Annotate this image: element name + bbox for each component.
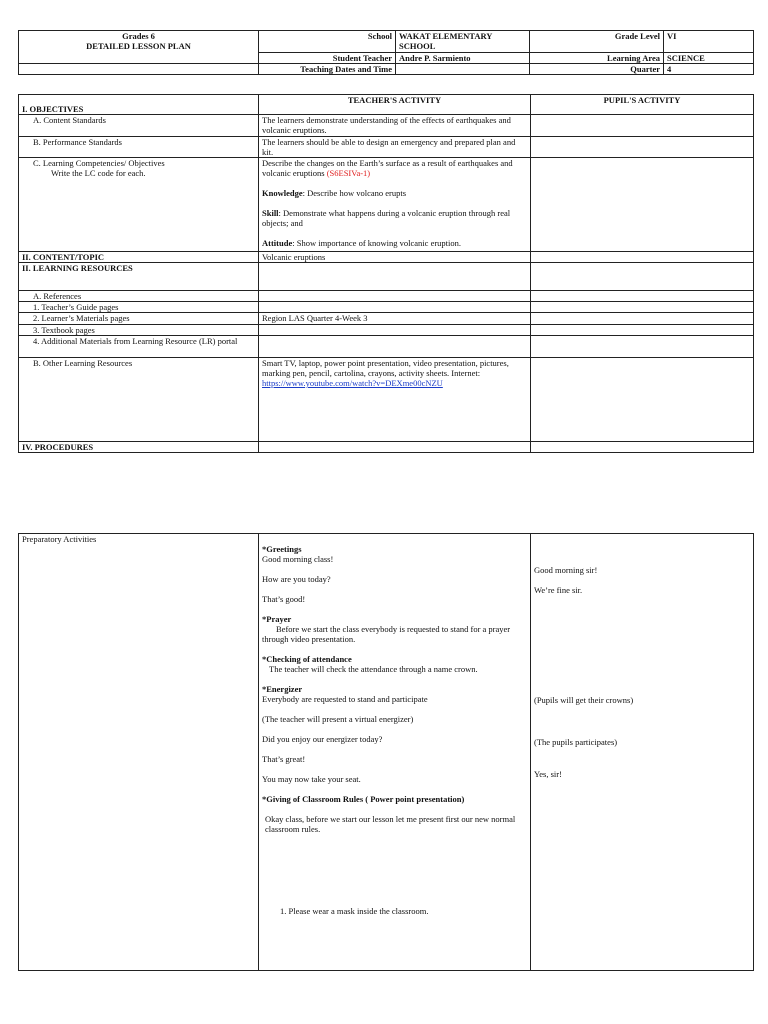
pupil-line-4: (The pupils participates) bbox=[534, 737, 618, 747]
competencies-sub: Write the LC code for each. bbox=[51, 168, 146, 178]
grades-label: Grades 6 bbox=[122, 31, 155, 41]
other-resources-pupil bbox=[531, 358, 754, 442]
knowledge-text: : Describe how volcano erupts bbox=[302, 188, 407, 198]
learning-area-value: SCIENCE bbox=[664, 53, 754, 64]
student-teacher-label: Student Teacher bbox=[259, 53, 396, 64]
teacher-activities-cell bbox=[259, 534, 531, 971]
rule-1: 1. Please wear a mask inside the classroom. bbox=[280, 906, 429, 916]
textbook-label: 3. Textbook pages bbox=[19, 325, 259, 336]
competencies-value bbox=[259, 158, 531, 252]
additional-materials-value bbox=[259, 336, 531, 358]
additional-materials-label: 4. Additional Materials from Learning Resource (LR) portal bbox=[19, 336, 259, 358]
content-standards-value: The learners demonstrate understanding of the effects of earthquakes and volcanic eruptions. bbox=[259, 115, 531, 137]
pupil-line-2: We’re fine sir. bbox=[534, 585, 583, 595]
greetings-title: *Greetings bbox=[262, 544, 302, 554]
teachers-guide-pupil bbox=[531, 302, 754, 313]
pupil-line-5: Yes, sir! bbox=[534, 769, 562, 779]
quarter-value: 4 bbox=[664, 64, 754, 75]
grade-level-value: VI bbox=[664, 31, 754, 53]
school-label: School bbox=[259, 31, 396, 53]
competencies-label: C. Learning Competencies/ Objectives bbox=[33, 158, 165, 168]
content-standards-label: A. Content Standards bbox=[19, 115, 259, 137]
learning-resources-label: II. LEARNING RESOURCES bbox=[19, 263, 259, 291]
competencies-text: Describe the changes on the Earth’s surface as a result of earthquakes and volcanic eruptions bbox=[262, 158, 513, 178]
energizer-line-2: (The teacher will present a virtual energizer) bbox=[262, 714, 414, 724]
skill-line bbox=[262, 208, 527, 228]
competencies-text-line bbox=[262, 158, 527, 178]
procedures-label: IV. PROCEDURES bbox=[19, 442, 259, 453]
greeting-line-1: Good morning class! bbox=[262, 554, 334, 564]
dates-label: Teaching Dates and Time bbox=[259, 64, 396, 75]
pupil-activity-header: PUPIL'S ACTIVITY bbox=[531, 95, 754, 115]
pupil-line-1: Good morning sir! bbox=[534, 565, 598, 575]
other-resources-value bbox=[259, 358, 531, 442]
attitude-label: Attitude bbox=[262, 238, 293, 248]
performance-standards-pupil bbox=[531, 137, 754, 158]
performance-standards-value: The learners should be able to design an emergency and prepared plan and kit. bbox=[259, 137, 531, 158]
energizer-line-3: Did you enjoy our energizer today? bbox=[262, 734, 383, 744]
energizer-line-1: Everybody are requested to stand and participate bbox=[262, 694, 428, 704]
learning-area-label: Learning Area bbox=[530, 53, 664, 64]
knowledge-label: Knowledge bbox=[262, 188, 303, 198]
procedures-pupil bbox=[531, 442, 754, 453]
learning-resources-pupil bbox=[531, 263, 754, 291]
rules-intro: Okay class, before we start our lesson let me present first our new normal classroom rules. bbox=[265, 814, 516, 834]
references-value bbox=[259, 291, 531, 302]
greeting-line-2: How are you today? bbox=[262, 574, 331, 584]
competencies-pupil bbox=[531, 158, 754, 252]
attitude-line bbox=[262, 238, 527, 248]
learners-materials-pupil bbox=[531, 313, 754, 325]
textbook-pupil bbox=[531, 325, 754, 336]
header-blank-cell bbox=[19, 64, 259, 75]
textbook-value bbox=[259, 325, 531, 336]
additional-materials-pupil bbox=[531, 336, 754, 358]
school-value: WAKAT ELEMENTARY SCHOOL bbox=[396, 31, 530, 53]
pupil-line-3: (Pupils will get their crowns) bbox=[534, 695, 634, 705]
competencies-code: (S6ESIVa-1) bbox=[326, 168, 371, 178]
activities-table bbox=[18, 533, 754, 971]
dates-value bbox=[396, 64, 530, 75]
other-resources-label: B. Other Learning Resources bbox=[19, 358, 259, 442]
prayer-title: *Prayer bbox=[262, 614, 292, 624]
energizer-line-5: You may now take your seat. bbox=[262, 774, 361, 784]
teachers-guide-value bbox=[259, 302, 531, 313]
skill-text: : Demonstrate what happens during a volcanic eruption through real objects; and bbox=[262, 208, 511, 228]
pupil-activities-cell bbox=[531, 534, 754, 971]
skill-label: Skill bbox=[262, 208, 279, 218]
knowledge-line bbox=[262, 188, 527, 198]
content-topic-pupil bbox=[531, 252, 754, 263]
content-standards-pupil bbox=[531, 115, 754, 137]
procedures-value bbox=[259, 442, 531, 453]
energizer-title: *Energizer bbox=[262, 684, 303, 694]
rules-title: *Giving of Classroom Rules ( Power point presentation) bbox=[262, 794, 465, 804]
energizer-line-4: That’s great! bbox=[262, 754, 306, 764]
greeting-line-3: That’s good! bbox=[262, 594, 306, 604]
teacher-activity-header: TEACHER'S ACTIVITY bbox=[259, 95, 531, 115]
performance-standards-label: B. Performance Standards bbox=[19, 137, 259, 158]
attitude-text: : Show importance of knowing volcanic eruption. bbox=[292, 238, 462, 248]
prayer-text: Before we start the class everybody is requested to stand for a prayer through video presentation. bbox=[262, 624, 511, 644]
preparatory-activities-label: Preparatory Activities bbox=[19, 534, 259, 971]
learners-materials-label: 2. Learner’s Materials pages bbox=[19, 313, 259, 325]
attendance-title: *Checking of attendance bbox=[262, 654, 352, 664]
quarter-label: Quarter bbox=[530, 64, 664, 75]
lesson-plan-table bbox=[18, 94, 754, 453]
learners-materials-value: Region LAS Quarter 4-Week 3 bbox=[259, 313, 531, 325]
youtube-link[interactable]: https://www.youtube.com/watch?v=DEXme00cNZU bbox=[262, 378, 443, 388]
competencies-cell bbox=[19, 158, 259, 252]
teachers-guide-label: 1. Teacher’s Guide pages bbox=[19, 302, 259, 313]
plan-title: DETAILED LESSON PLAN bbox=[86, 41, 191, 51]
references-label: A. References bbox=[19, 291, 259, 302]
attendance-text: The teacher will check the attendance through a name crown. bbox=[269, 664, 478, 674]
other-resources-text: Smart TV, laptop, power point presentation, video presentation, pictures, marking pen, pencil, cartolina, crayons, activity sheets. Internet: bbox=[262, 358, 509, 378]
objectives-heading: I. OBJECTIVES bbox=[19, 95, 259, 115]
header-table bbox=[18, 30, 754, 75]
learning-resources-value bbox=[259, 263, 531, 291]
references-pupil bbox=[531, 291, 754, 302]
plan-heading bbox=[19, 31, 259, 64]
content-topic-value: Volcanic eruptions bbox=[259, 252, 531, 263]
student-teacher-value: Andre P. Sarmiento bbox=[396, 53, 530, 64]
grade-level-label: Grade Level bbox=[530, 31, 664, 53]
content-topic-label: II. CONTENT/TOPIC bbox=[19, 252, 259, 263]
